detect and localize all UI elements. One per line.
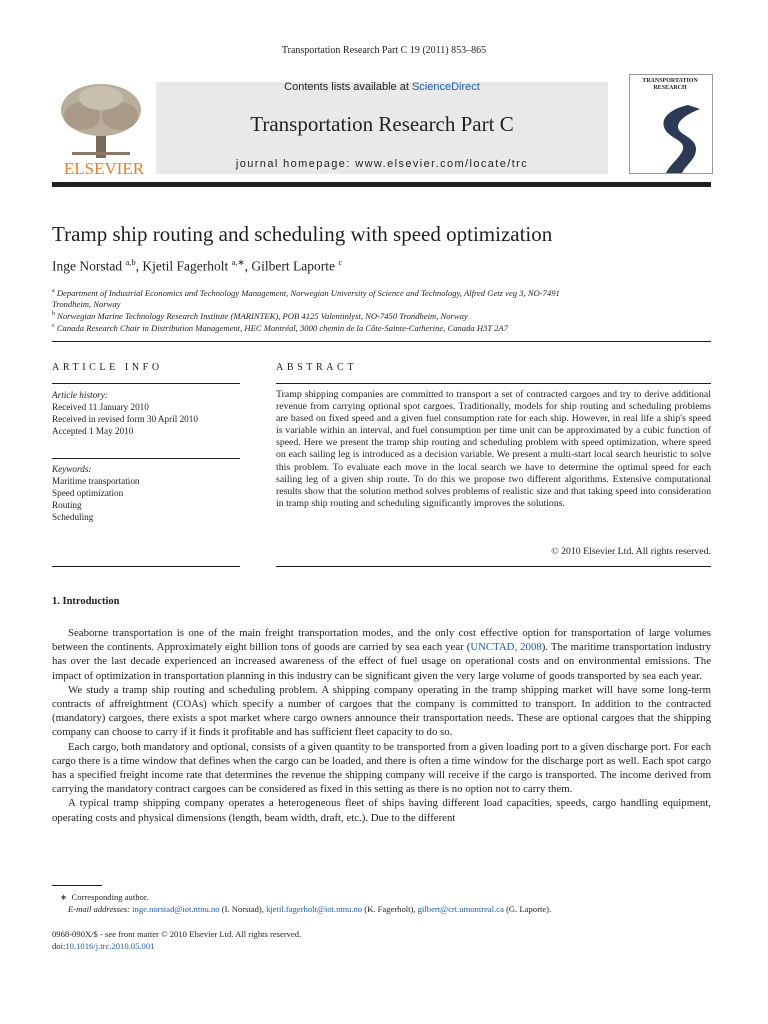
divider (52, 566, 240, 567)
elsevier-logo (52, 80, 156, 176)
doi-link[interactable]: 10.1016/j.trc.2010.05.001 (65, 941, 155, 951)
article-title: Tramp ship routing and scheduling with speed optimization (52, 222, 553, 246)
affiliation: $^a$ Department of Industrial Economics and Technology Management, Norwegian University of Science and Technology, Alfred Getz veg 3, NO-7491 Trondheim, Norway (52, 287, 560, 310)
citation-link[interactable]: UNCTAD, 2008 (470, 641, 542, 654)
email-link[interactable]: kjetil.fagerholt@iot.ntnu.no (266, 904, 363, 914)
header-rule (52, 182, 711, 187)
cover-title-line2: RESEARCH (653, 85, 687, 91)
paragraph: Seaborne transportation is one of the main freight transportation modes, and the only cost effective option for transportation of large volumes between the continents. Approximately eight billion tons of goods are carried by sea each year (UNCTAD, 2008). The maritime transportation industry has over the last decade experienced an increased awareness of the effect of fuel usage on operational costs and on environmental emissions. The impact of optimization in transportation planning in this industry can be significant given the very large volume of goods transported by sea each year. (52, 627, 711, 682)
email-link[interactable]: gilbert@crt.umontreal.ca (417, 904, 504, 914)
divider (276, 566, 711, 567)
author-name[interactable]: Gilbert Laporte (251, 258, 335, 274)
footnote-emails: E-mail addresses: inge.norstad@iot.ntnu.no (I. Norstad), kjetil.fagerholt@iot.ntnu.no (K. Fagerholt), gilbert@crt.umontreal.ca (G. Laporte). (68, 904, 552, 914)
divider (276, 383, 711, 384)
keyword: Speed optimization (52, 488, 124, 498)
keyword: Routing (52, 500, 82, 510)
keywords-label: Keywords: (52, 464, 92, 474)
author-affil-mark: a,b (125, 257, 136, 267)
elsevier-tree-icon (52, 80, 156, 176)
elsevier-wordmark: ELSEVIER (63, 159, 145, 176)
journal-homepage[interactable]: journal homepage: www.elsevier.com/locate/trc (235, 158, 529, 170)
abstract-copyright: © 2010 Elsevier Ltd. All rights reserved. (551, 546, 711, 557)
history-entry: Received in revised form 30 April 2010 (52, 414, 198, 424)
author-affil-mark: a,∗ (231, 257, 245, 267)
paragraph: A typical tramp shipping company operates a heterogeneous fleet of ships having different load capacities, speeds, cargo handling equipment, operating costs and physical dimensions (length, beam width, draft, etc.). Due to the different (52, 797, 711, 824)
front-matter-line: 0968-090X/$ - see front matter © 2010 Elsevier Ltd. All rights reserved. (52, 929, 302, 939)
contents-prefix: Contents lists available at (284, 81, 412, 93)
footnote-star: ∗ (60, 892, 68, 902)
doi-line: doi:10.1016/j.trc.2010.05.001 (52, 941, 155, 951)
keyword: Scheduling (52, 512, 94, 522)
keywords (52, 463, 240, 523)
cover-title-line1: TRANSPORTATION (642, 78, 698, 84)
journal-citation: Transportation Research Part C 19 (2011) 853–865 (281, 45, 487, 56)
divider (52, 341, 711, 342)
affiliation: $^c$ Canada Research Chair in Distribution Management, HEC Montréal, 3000 chemin de la Côte-Sainte-Catherine, Canada H3T 2A7 (52, 322, 508, 333)
history-entry: Received 11 January 2010 (52, 402, 149, 412)
footnote-corresponding: ∗ Corresponding author. (60, 892, 149, 902)
author-affil-mark: c (338, 257, 343, 267)
section-heading: 1. Introduction (52, 596, 120, 607)
introduction-body (52, 626, 711, 825)
journal-title: Transportation Research Part C (250, 112, 514, 136)
footnote-rule (52, 885, 102, 886)
divider (52, 458, 240, 459)
affiliation: $^b$ Norwegian Marine Technology Research Institute (MARINTEK), POB 4125 Valentinlyst, NO-7450 Trondheim, Norway (52, 310, 468, 321)
history-entry: Accepted 1 May 2010 (52, 426, 134, 436)
article-history (52, 389, 240, 437)
contents-line (156, 81, 608, 93)
email-link[interactable]: inge.norstad@iot.ntnu.no (132, 904, 220, 914)
author-name[interactable]: Kjetil Fagerholt (142, 258, 229, 274)
article-info-heading: ARTICLE INFO (52, 362, 163, 373)
abstract-text: Tramp shipping companies are committed to transport a set of contracted cargoes and try to derive additional revenue from carrying optional spot cargoes. Traditionally, models for ship routing and scheduling problems are based on fixed speed and a given fuel consumption rate for each ship. However, in real life a ship's speed is variable within an interval, and fuel consumption per time unit can be approximated by a cubic function of speed. Here we present the tramp ship routing and scheduling problem with speed optimization, where speed on each sailing leg is introduced as a decision variable. We present a multi-start local search heuristic to solve this problem. To evaluate each move in the local search we have to determine the optimal speed for each sailing leg of a given ship route. To do this we propose two different algorithms. Extensive computational results show that the solution method solves problems of realistic size and that taking speed into consideration in tramp ship routing and scheduling significantly improves the solutions. (276, 389, 711, 509)
author-name[interactable]: Inge Norstad (52, 258, 123, 274)
paragraph: Each cargo, both mandatory and optional, consists of a given quantity to be transported from a given loading port to a given discharge port. For each cargo there is a time window that defines when the cargo can be loaded, and there is often a time window for the discharge port as well. Each spot cargo has a specified freight income rate that determines the revenue the shipping company will receive if the cargo is transported. The income derived from carrying the mandatory contract cargoes can be considered as fixed in this setting as there is no option not to carry them. (52, 740, 711, 796)
sciencedirect-link[interactable]: ScienceDirect (411, 81, 480, 93)
author-list: Inge Norstad $^{a,b}$, Kjetil Fagerholt $^{a,∗}$, Gilbert Laporte $^c$ (52, 257, 343, 274)
abstract-heading: ABSTRACT (276, 362, 358, 373)
paragraph: We study a tramp ship routing and scheduling problem. A shipping company operating in the tramp shipping market will have some long-term contracts of affreightment (COAs) which specify a number of cargoes that the company is committed to transport. In addition to the contracted (mandatory) cargoes, there exists a spot market where cargo owners announce their transportation needs. These are optional cargoes that the shipping company can choose to carry if it finds it profitable and has sufficient fleet capacity to do so. (52, 683, 711, 739)
keyword: Maritime transportation (52, 476, 140, 486)
divider (52, 383, 240, 384)
history-label: Article history: (52, 390, 108, 400)
